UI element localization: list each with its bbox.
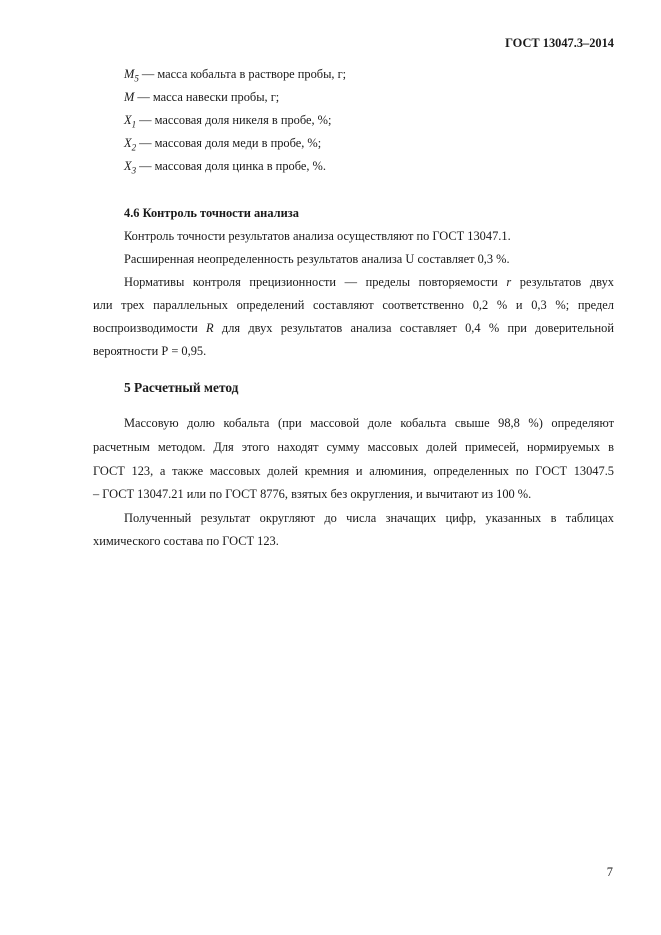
definition-text: — масса навески пробы, г;: [134, 90, 280, 104]
symbol: M: [124, 90, 135, 104]
section-5-paragraph-1-line-4: – ГОСТ 13047.21 или по ГОСТ 8776, взятых без округления, и вычитают из 100 %.: [93, 487, 532, 501]
section-4-6-paragraph-3-line-3: [93, 321, 614, 336]
section-4-6-paragraph-1: Контроль точности результатов анализа осуществляют по ГОСТ 13047.1.: [124, 229, 511, 243]
section-5-paragraph-2-line-1: Полученный результат округляют до числа значащих цифр, указанных в таблицах: [124, 511, 614, 525]
definition-x3: [124, 159, 326, 175]
definition-x1: [124, 113, 331, 129]
section-5-title: 5 Расчетный метод: [124, 380, 239, 395]
symbol-subscript: 5: [134, 73, 139, 84]
definition-m: [124, 90, 279, 105]
text-fragment: для двух результатов анализа составляет 0,4 % при доверительной: [213, 321, 614, 335]
page-number: 7: [606, 865, 613, 879]
definition-m5: [124, 67, 346, 83]
section-4-6-paragraph-3-line-1: [124, 275, 614, 290]
definition-text: — массовая доля цинка в пробе, %.: [136, 159, 326, 173]
section-5-paragraph-2-line-2: химического состава по ГОСТ 123.: [93, 534, 279, 548]
definition-x2: [124, 136, 321, 152]
text-fragment: результатов двух: [511, 275, 614, 289]
text-fragment: Нормативы контроля прецизионности — пределы повторяемости: [124, 275, 507, 289]
section-5-paragraph-1-line-1: Массовую долю кобальта (при массовой доле кобальта свыше 98,8 %) определяют: [124, 416, 614, 430]
symbol-subscript: 1: [131, 119, 137, 130]
definition-text: — масса кобальта в растворе пробы, г;: [138, 67, 347, 81]
symbol-subscript: 2: [131, 142, 137, 153]
section-4-6-title: 4.6 Контроль точности анализа: [124, 206, 299, 220]
document-header: ГОСТ 13047.3–2014: [505, 36, 614, 50]
definition-text: — массовая доля меди в пробе, %;: [136, 136, 322, 150]
symbol-subscript: 3: [131, 165, 137, 176]
symbol: X: [124, 136, 132, 150]
symbol-r-capital: R: [206, 321, 214, 335]
symbol-r: r: [506, 275, 512, 289]
section-4-6-paragraph-2: Расширенная неопределенность результатов анализа U составляет 0,3 %.: [124, 252, 510, 266]
section-4-6-paragraph-3-line-4: вероятности Р = 0,95.: [93, 344, 207, 358]
text-fragment: воспроизводимости: [93, 321, 207, 335]
section-5-paragraph-1-line-3: ГОСТ 123, а также массовых долей кремния и алюминия, определенных по ГОСТ 13047.5: [93, 464, 614, 478]
symbol: X: [124, 159, 132, 173]
definition-text: — массовая доля никеля в пробе, %;: [136, 113, 332, 127]
section-4-6-paragraph-3-line-2: или трех параллельных определений составляют соответственно 0,2 % и 0,3 %; предел: [93, 298, 614, 312]
symbol: M: [124, 67, 135, 81]
section-5-paragraph-1-line-2: расчетным методом. Для этого находят сумму массовых долей примесей, нормируемых в: [93, 440, 614, 454]
symbol: X: [124, 113, 132, 127]
